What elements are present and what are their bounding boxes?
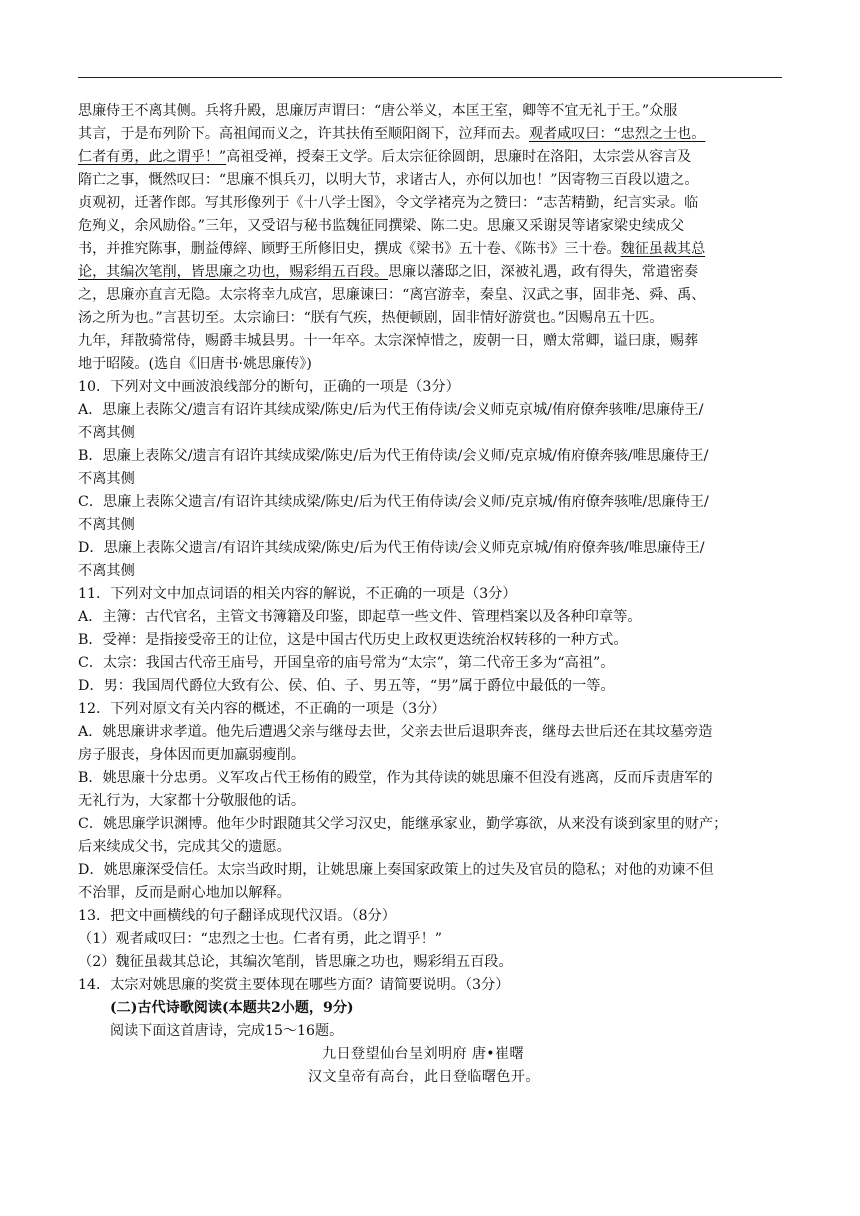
question-line: 不离其侧 [78,471,135,487]
question-line: 14．太宗对姚思廉的奖赏主要体现在哪些方面？请简要说明。（3分） [78,977,510,993]
passage-text: 汤之所为也。”言甚切至。太宗谕曰：“朕有气疾，热便顿剧，固非情好游赏也。”因赐帛五十匹。 [78,310,664,326]
question-line: 后来续成父书，完成其父的遗愿。 [78,839,291,855]
section-heading: (二)古代诗歌阅读(本题共2小题，9分) [110,1000,354,1016]
passage-line [78,215,784,238]
question-line: D．男：我国周代爵位大致有公、侯、伯、子、男五等，“男”属于爵位中最低的一等。 [78,678,615,694]
passage-text: 贞观初，迁著作郎。写其形像列于《十八学士图》，令文学褚亮为之赞曰：“志苦精勤，纪言实录。临 [78,195,699,211]
question-line: B．受禅：是指接受帝王的让位，这是中国古代历史上政权更迭统治权转移的一种方式。 [78,632,628,648]
underlined-sentence: 魏征虽裁其总 [620,241,706,257]
passage-text: 思廉侍王不离其侧。兵将升殿，思廉厉声谓曰：“唐公举义，本匡王室，卿等不宜无礼于王。”众服 [78,103,678,119]
passage-line [78,284,784,307]
passage-line [78,100,784,123]
question-line: 不离其侧 [78,425,135,441]
passage-line [78,123,784,146]
passage-text: 九年，拜散骑常侍，赐爵丰城县男。十一年卒。太宗深悼惜之，废朝一日，赠太常卿，谥曰康，赐葬 [78,333,699,349]
passage-text: 隋亡之事，慨然叹曰：“思廉不惧兵刃，以明大节，求诸古人，亦何以加也！”因寄物三百段以遗之。 [78,172,699,188]
passage-line [78,238,784,261]
passage-text: 高祖受禅，授秦王文学。后太宗征徐圆朗，思廉时在洛阳，太宗尝从容言及 [226,149,692,165]
poem-line: 汉文皇帝有高台，此日登临曙色开。 [308,1069,540,1085]
passage-line [78,146,784,169]
passage-text: 书，并推究陈事，删益傅縡、顾野王所修旧史，撰成《梁书》五十卷、《陈书》三十卷。 [78,241,621,257]
underlined-sentence: 仁者有勇，此之谓乎！” [78,149,227,165]
question-line: B．思廉上表陈父/遗言有诏许其续成梁/陈史/后为代王侑侍读/会义师/克京城/侑府僚奔骇/唯思廉侍王/ [78,448,709,464]
question-line: C．太宗：我国古代帝王庙号，开国皇帝的庙号常为“太宗”，第二代帝王多为“高祖”。 [78,655,615,671]
passage-text: 危殉义，余风励俗。”三年，又受诏与秘书监魏征同撰梁、陈二史。思廉又采谢炅等诸家梁史续成父 [78,218,685,234]
passage-line [78,192,784,215]
question-line: C．思廉上表陈父遗言/有诏许其续成梁/陈史/后为代王侑侍读/会义师/克京城/侑府僚奔骇唯/思廉侍王/ [78,494,709,510]
passage-line [78,169,784,192]
poem-title: 九日登望仙台呈刘明府 唐•崔曙 [322,1046,525,1062]
question-line: A．姚思廉讲求孝道。他先后遭遇父亲与继母去世，父亲去世后退职奔丧，继母去世后还在其坟墓旁造 [78,724,713,740]
question-line: 房子服丧，身体因而更加羸弱瘦削。 [78,747,306,763]
question-line: D．姚思廉深受信任。太宗当政时期，让姚思廉上奏国家政策上的过失及官员的隐私；对他的劝谏不但 [78,862,714,878]
question-line: 11．下列对文中加点词语的相关内容的解说，不正确的一项是（3分） [78,586,517,602]
question-line: 12．下列对原文有关内容的概述，不正确的一项是（3分） [78,701,446,717]
question-line: A．主簿：古代官名，主管文书簿籍及印鉴，即起草一些文件、管理档案以及各种印章等。 [78,609,642,625]
passage-text: 地于昭陵。(选自《旧唐书·姚思廉传》) [78,356,312,372]
passage-line [78,307,784,330]
question-line: （1）观者咸叹曰：“忠烈之士也。仁者有勇，此之谓乎！” [78,931,443,947]
header-rule [78,77,782,78]
question-line: D．思廉上表陈父遗言/有诏许其续成梁/陈史/后为代王侑侍读/会义师克京城/侑府僚奔骇/唯思廉侍王/ [78,540,705,556]
passage-text: 之，思廉亦直言无隐。太宗将幸九成宫，思廉谏曰：“离宫游幸，秦皇、汉武之事，固非尧、舜、禹、 [78,287,706,303]
question-line: 13．把文中画横线的句子翻译成现代汉语。（8分） [78,908,396,924]
question-line: B．姚思廉十分忠勇。义军攻占代王杨侑的殿堂，作为其侍读的姚思廉不但没有逃离，反而斥责唐军的 [78,770,713,786]
question-line: （2）魏征虽裁其总论，其编次笔削，皆思廉之功也，赐彩绢五百段。 [78,954,513,970]
underlined-sentence: 论，其编次笔削，皆思廉之功也，赐彩绢五百段。 [78,264,389,280]
question-line: 不治罪，反而是耐心地加以解释。 [78,885,291,901]
passage-text: 思廉以藩邸之旧，深被礼遇，政有得失，常遣密奏 [388,264,699,280]
passage-line [78,261,784,284]
exam-page [78,100,784,1089]
question-line: 10．下列对文中画波浪线部分的断句，正确的一项是（3分） [78,379,460,395]
section-instruction: 阅读下面这首唐诗，完成15～16题。 [110,1023,344,1039]
passage-line [78,353,784,376]
question-line: 不离其侧 [78,563,135,579]
question-list [78,376,784,997]
question-line: 不离其侧 [78,517,135,533]
underlined-sentence: 观者咸叹曰：“忠烈之士也。 [529,126,706,142]
question-line: C．姚思廉学识渊博。他年少时跟随其父学习汉史，能继承家业，勤学寡欲，从来没有谈到家里的财产； [78,816,728,832]
passage-line [78,330,784,353]
classical-passage [78,100,784,376]
question-line: A．思廉上表陈父/遗言有诏许其续成梁/陈史/后为代王侑侍读/会义师克京城/侑府僚奔骇唯/思廉侍王/ [78,402,704,418]
question-line: 无礼行为，大家都十分敬服他的话。 [78,793,306,809]
passage-text: 其言，于是布列阶下。高祖闻而义之，许其扶侑至顺阳阁下，泣拜而去。 [78,126,529,142]
